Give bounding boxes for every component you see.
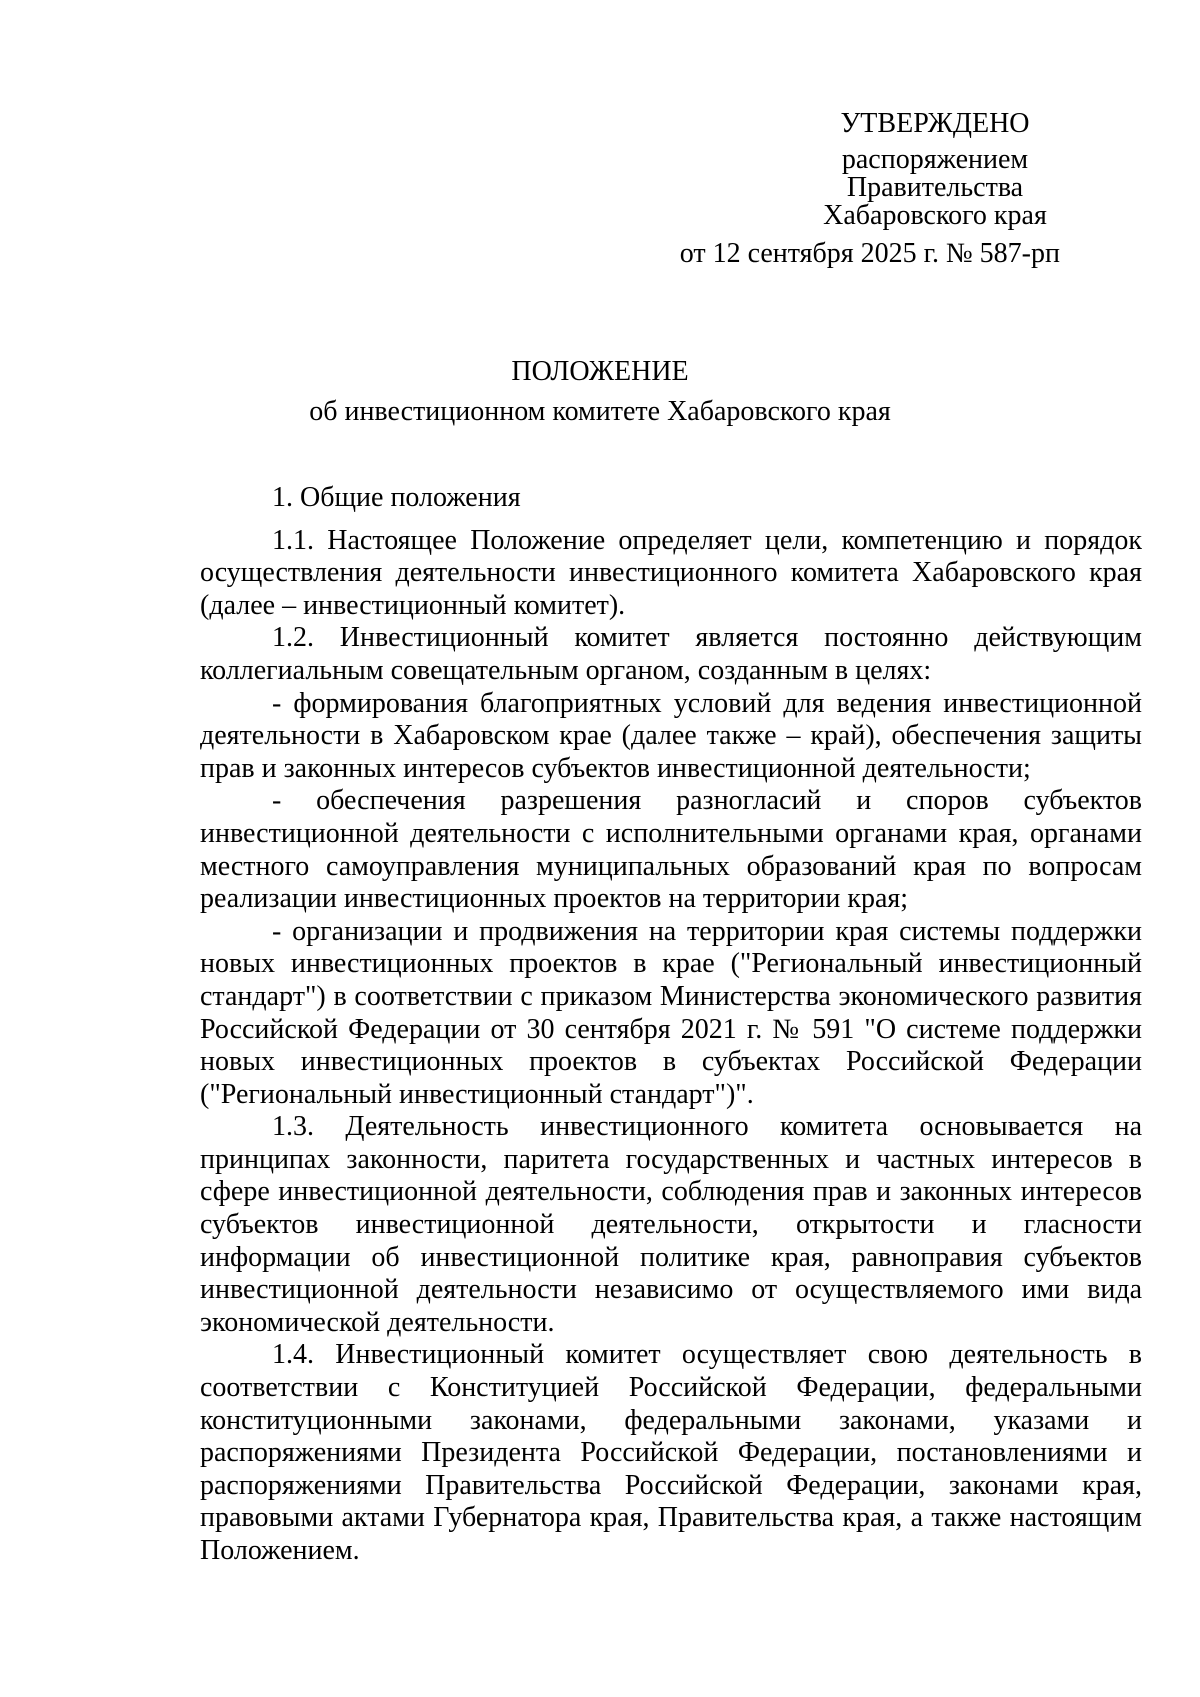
approval-stamp (679, 108, 1135, 269)
document-body (200, 482, 1142, 1568)
document-title: ПОЛОЖЕНИЕ (511, 356, 689, 387)
approval-date: от 12 сентября 2025 г. № 587-рп (679, 238, 1060, 269)
approval-line-2: Правительства (846, 172, 1024, 203)
paragraph-1-3: 1.3. Деятельность инвестиционного комитета основывается на принципах законности, паритета государственных и частных интересов в сфере инвестиционной деятельности, соблюдения прав и законных интересов субъектов инвестиционной деятельности, открытости и гласности информации об инвестиционной политике края, равноправия субъектов инвестиционной деятельности независимо от осуществляемого ими вида экономической деятельности. (200, 1111, 1142, 1338)
list-item-1: - формирования благоприятных условий для ведения инвестиционной деятельности в Хабаровском крае (далее также – край), обеспечения защиты прав и законных интересов субъектов инвестиционной деятельности; (200, 687, 1142, 784)
approval-line-3: Хабаровского края (823, 200, 1047, 231)
paragraph-1-2: 1.2. Инвестиционный комитет является постоянно действующим коллегиальным совещательным органом, созданным в целях: (200, 622, 1142, 686)
list-item-3: - организации и продвижения на территории края системы поддержки новых инвестиционных проектов в крае ("Региональный инвестиционный стандарт") в соответствии с приказом Министерства экономического развития Российской Федерации от 30 сентября 2021 г. № 591 "О системе поддержки новых инвестиционных проектов в субъектах Российской Федерации ("Региональный инвестиционный стандарт")". (200, 915, 1142, 1110)
document-title-block (0, 352, 1200, 432)
section-heading: 1. Общие положения (272, 482, 521, 513)
paragraph-1-1: 1.1. Настоящее Положение определяет цели, компетенцию и порядок осуществления деятельности инвестиционного комитета Хабаровского края (далее – инвестиционный комитет). (200, 524, 1142, 621)
paragraph-1-4: 1.4. Инвестиционный комитет осуществляет свою деятельность в соответствии с Конституцией Российской Федерации, федеральными конституционными законами, федеральными законами, указами и распоряжениями Президента Российской Федерации, постановлениями и распоряжениями Правительства Российской Федерации, законами края, правовыми актами Губернатора края, Правительства края, а также настоящим Положением. (200, 1339, 1142, 1566)
list-item-2: - обеспечения разрешения разногласий и споров субъектов инвестиционной деятельности с исполнительными органами края, органами местного самоуправления муниципальных образований края по вопросам реализации инвестиционных проектов на территории края; (200, 785, 1142, 915)
approval-line-1: распоряжением (841, 144, 1029, 175)
approval-title: УТВЕРЖДЕНО (840, 108, 1030, 139)
document-subtitle: об инвестиционном комитете Хабаровского края (309, 396, 891, 427)
